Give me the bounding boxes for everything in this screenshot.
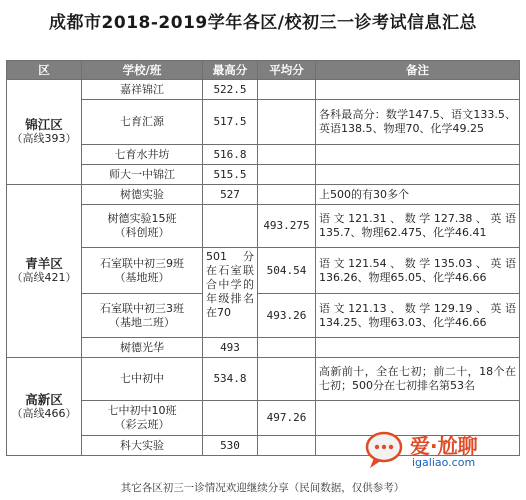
- school-name-line2: （基地班）: [114, 270, 170, 284]
- district-jinjiang: [7, 80, 82, 185]
- school-cell: [82, 401, 203, 436]
- remark-cell: [316, 80, 520, 100]
- remark-cell: 上500的有30多个: [316, 185, 520, 205]
- max-score-cell: 515.5: [203, 165, 258, 185]
- avg-score-cell: [258, 145, 316, 165]
- remark-cell: [316, 145, 520, 165]
- school-name-line1: 树德实验15班: [107, 212, 177, 225]
- remark-cell: 各科最高分：数学147.5、语文133.5、英语138.5、物理70、化学49.25: [316, 100, 520, 145]
- school-name-line2: （科创班）: [114, 226, 170, 239]
- district-name: 锦江区: [25, 117, 63, 132]
- table-row: [7, 100, 520, 145]
- exam-summary-table: [6, 60, 520, 456]
- table-row: [7, 165, 520, 185]
- school-cell: 七中初中: [82, 358, 203, 401]
- avg-score-cell: [258, 358, 316, 401]
- max-score-note-cell: 501 分 在石室联合中学的年级排名在70: [203, 248, 258, 338]
- district-gaoxin: [7, 358, 82, 456]
- table-row: [7, 248, 520, 294]
- school-cell: [82, 205, 203, 248]
- max-score-cell: 493: [203, 338, 258, 358]
- remark-cell: 语文121.31、数学127.38、英语135.7、物理62.475、化学46.41: [316, 205, 520, 248]
- school-name-line1: 七中初中10班: [107, 404, 177, 417]
- avg-score-cell: 493.275: [258, 205, 316, 248]
- school-cell: [82, 248, 203, 294]
- avg-score-cell: [258, 165, 316, 185]
- header-school: 学校/班: [82, 61, 203, 80]
- header-avg-score: 平均分: [258, 61, 316, 80]
- table-row: [7, 80, 520, 100]
- max-score-cell: 530: [203, 436, 258, 456]
- table-row: [7, 294, 520, 338]
- table-header-row: [7, 61, 520, 80]
- district-qingyang: [7, 185, 82, 358]
- school-name-line2: （彩云班）: [114, 418, 170, 431]
- footer-note: 其它各区初三一诊情况欢迎继续分享（民间数据，仅供参考）: [120, 482, 405, 494]
- district-name: 高新区: [25, 391, 63, 407]
- avg-score-cell: [258, 185, 316, 205]
- watermark-logo: [364, 428, 514, 474]
- school-cell: 树德实验: [82, 185, 203, 205]
- school-cell: 科大实验: [82, 436, 203, 456]
- header-max-score: 最高分: [203, 61, 258, 80]
- school-name-line1: 石室联中初三3班: [100, 301, 184, 315]
- remark-cell: 语 文 121.54 、 数 学 135.03 、 英 语 136.26、物理65.05、化学46.66: [316, 248, 520, 294]
- max-score-cell: [203, 401, 258, 436]
- header-district: 区: [7, 61, 82, 80]
- avg-score-cell: [258, 100, 316, 145]
- page-title: 成都市2018-2019学年各区/校初三一诊考试信息汇总: [49, 13, 477, 33]
- table-row: [7, 338, 520, 358]
- watermark-text: 爱·尬聊: [410, 434, 478, 458]
- remark-cell: 语 文 121.13 、 数 学 129.19 、 英 语 134.25、物理63.03、化学46.66: [316, 294, 520, 338]
- remark-cell: [316, 165, 520, 185]
- school-name-line1: 石室联中初三9班: [100, 256, 184, 270]
- max-score-cell: 516.8: [203, 145, 258, 165]
- school-cell: 师大一中锦江: [82, 165, 203, 185]
- school-cell: 七育水井坊: [82, 145, 203, 165]
- remark-cell: 高新前十，全在七初；前二十，18个在七初；500分在七初排名第53名: [316, 358, 520, 401]
- remark-cell: [316, 338, 520, 358]
- table-row: [7, 145, 520, 165]
- table-row: [7, 205, 520, 248]
- max-score-cell: 517.5: [203, 100, 258, 145]
- max-score-cell: [203, 205, 258, 248]
- school-cell: 树德光华: [82, 338, 203, 358]
- school-cell: 七育汇源: [82, 100, 203, 145]
- district-line: （高线466）: [11, 406, 77, 420]
- avg-score-cell: 493.26: [258, 294, 316, 338]
- table-row: [7, 185, 520, 205]
- max-score-cell: 527: [203, 185, 258, 205]
- max-score-cell: 522.5: [203, 80, 258, 100]
- max-score-cell: 534.8: [203, 358, 258, 401]
- avg-score-cell: [258, 338, 316, 358]
- avg-score-cell: [258, 80, 316, 100]
- district-line: （高线421）: [11, 271, 77, 284]
- table-row: [7, 358, 520, 401]
- watermark-url: igaliao.com: [412, 456, 476, 469]
- district-line: （高线393）: [11, 132, 77, 145]
- district-name: 青羊区: [25, 256, 63, 271]
- avg-score-cell: 497.26: [258, 401, 316, 436]
- chat-bubble-icon: [364, 430, 406, 470]
- avg-score-cell: 504.54: [258, 248, 316, 294]
- avg-score-cell: [258, 436, 316, 456]
- school-cell: 嘉祥锦江: [82, 80, 203, 100]
- header-remark: 备注: [316, 61, 520, 80]
- school-cell: [82, 294, 203, 338]
- school-name-line2: （基地二班）: [109, 315, 175, 329]
